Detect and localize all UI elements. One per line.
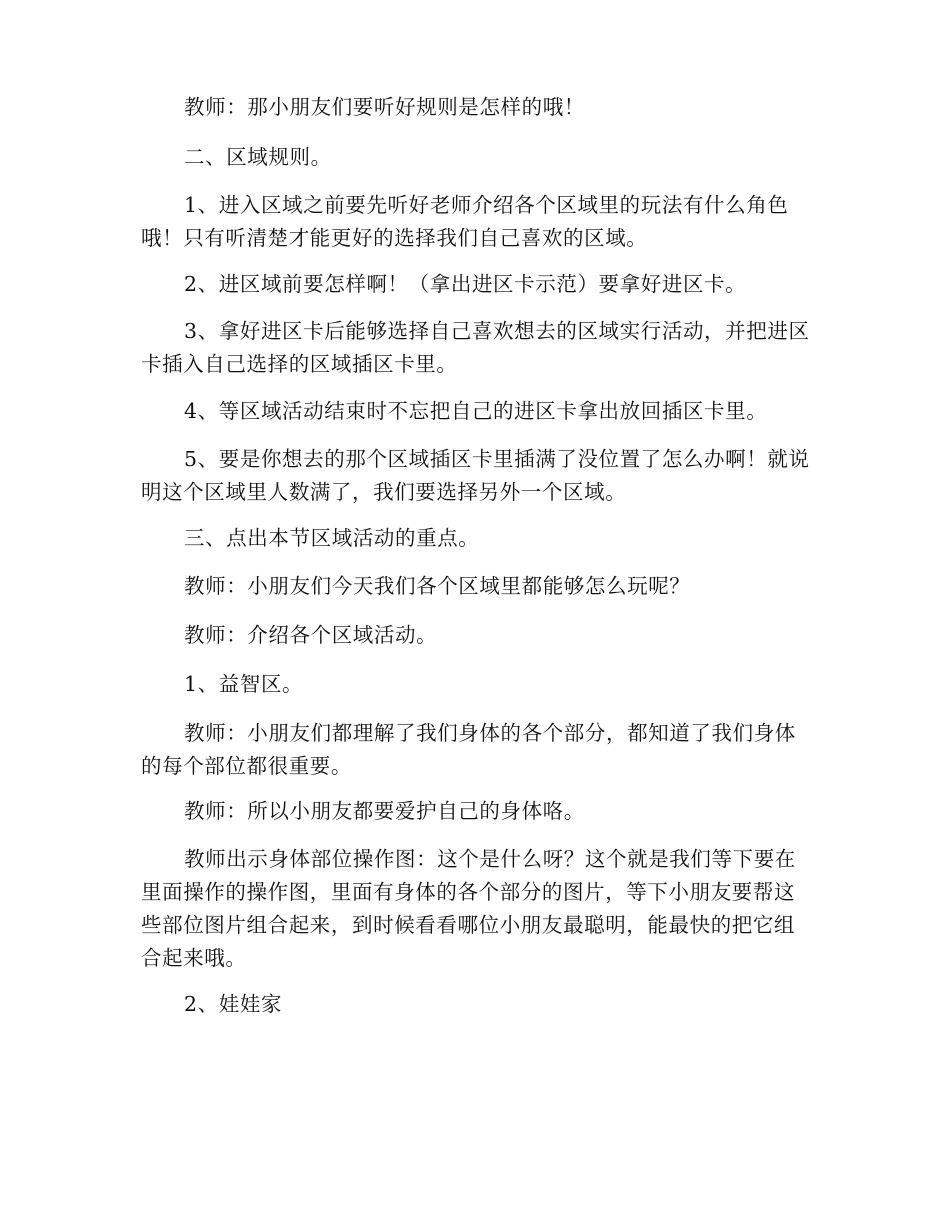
- teacher-protect-body: 教师：所以小朋友都要爱护自己的身体咯。: [184, 799, 585, 823]
- rule-item-1: 1、进入区域之前要先听好老师介绍各个区域里的玩法有什么角色哦！只有听清楚才能更好的选择我们自己喜欢的区域。: [141, 193, 789, 250]
- area-item-puzzle: 1、益智区。: [184, 672, 304, 696]
- teacher-question: 教师：小朋友们今天我们各个区域里都能够怎么玩呢？: [184, 574, 691, 598]
- area-item-doll-house: 2、娃娃家: [184, 992, 283, 1016]
- rule-item-4: 4、等区域活动结束时不忘把自己的进区卡拿出放回插区卡里。: [184, 399, 768, 423]
- paragraph-teacher-rules-intro: 教师：那小朋友们要听好规则是怎样的哦！: [184, 95, 585, 119]
- teacher-show-diagram: 教师出示身体部位操作图：这个是什么呀？这个就是我们等下要在里面操作的操作图，里面有身体的各个部分的图片，等下小朋友要帮这些部位图片组合起来，到时候看看哪位小朋友最聪明，能最快的把它组合起来哦。: [141, 847, 796, 970]
- section-heading-key-points: 三、点出本节区域活动的重点。: [184, 526, 480, 550]
- section-heading-area-rules: 二、区域规则。: [184, 145, 332, 169]
- rule-item-3: 3、拿好进区卡后能够选择自己喜欢想去的区域实行活动，并把进区卡插入自己选择的区域插区卡里。: [141, 319, 810, 376]
- teacher-body-parts: 教师：小朋友们都理解了我们身体的各个部分，都知道了我们身体的每个部位都很重要。: [141, 721, 796, 778]
- rule-item-5: 5、要是你想去的那个区域插区卡里插满了没位置了怎么办啊！就说明这个区域里人数满了，我们要选择另外一个区域。: [141, 447, 810, 504]
- teacher-introduce-areas: 教师：介绍各个区域活动。: [184, 623, 438, 647]
- rule-item-2: 2、进区域前要怎样啊！（拿出进区卡示范）要拿好进区卡。: [184, 272, 747, 296]
